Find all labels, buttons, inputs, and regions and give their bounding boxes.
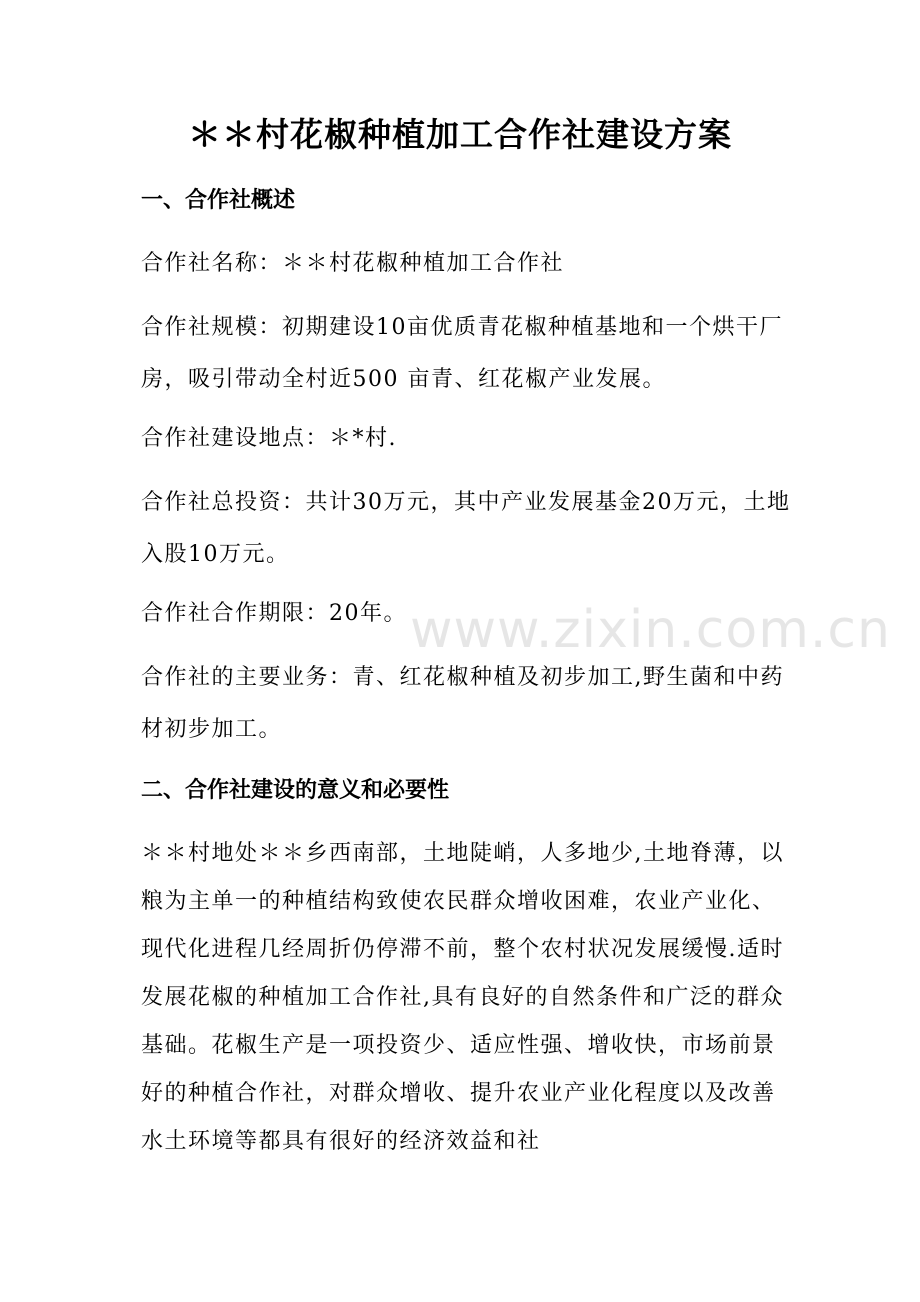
info-scale: 合作社规模：初期建设10亩优质青花椒种植基地和一个烘干厂房，吸引带动全村近500 亩青、红花椒产业发展。 <box>141 315 783 392</box>
section-heading-overview: 一、合作社概述 <box>141 188 296 213</box>
section-heading-significance: 二、合作社建设的意义和必要性 <box>141 778 450 803</box>
info-name: 合作社名称：＊＊村花椒种植加工合作社 <box>141 251 565 276</box>
info-term: 合作社合作期限：20年。 <box>141 601 407 626</box>
info-investment: 合作社总投资：共计30万元，其中产业发展基金20万元，土地入股10万元。 <box>141 490 791 567</box>
document-title: ＊＊村花椒种植加工合作社建设方案 <box>188 115 732 154</box>
info-location: 合作社建设地点：＊*村. <box>141 426 397 451</box>
info-business: 合作社的主要业务：青、红花椒种植及初步加工,野生菌和中药材初步加工。 <box>141 665 784 742</box>
watermark: www.zixin.com.cn <box>410 600 891 660</box>
significance-paragraph: ＊＊村地处＊＊乡西南部，土地陡峭，人多地少,土地脊薄，以粮为主单一的种植结构致使农民群众增收困难，农业产业化、现代化进程几经周折仍停滞不前，整个农村状况发展缓慢.适时发展花椒的种植加工合作社,具有良好的自然条件和广泛的群众基础。花椒生产是一项投资少、适应性强、增收快，市场前景好的种植合作社，对群众增收、提升农业产业化程度以及改善水土环境等都具有很好的经济效益和社 <box>141 841 784 1154</box>
